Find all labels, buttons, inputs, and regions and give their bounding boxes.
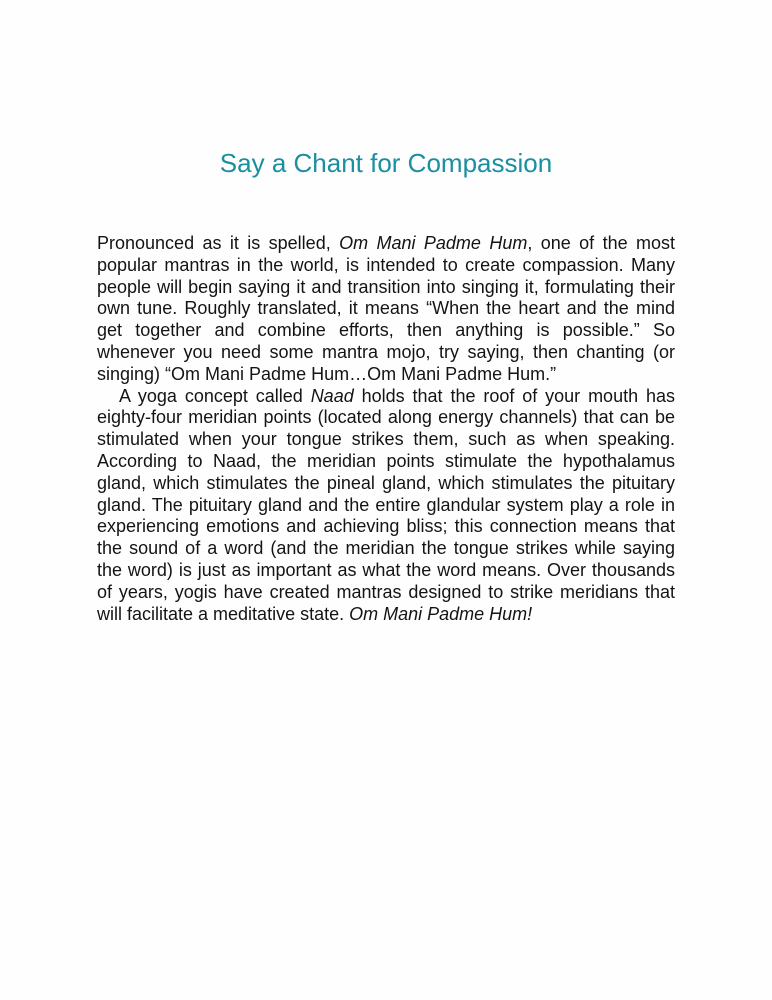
body-text: [97, 233, 675, 625]
paragraph-1-segment-1: Pronounced as it is spelled,: [97, 233, 340, 253]
paragraph-2-segment-3: holds that the roof of your mouth has eighty-four meridian points (located along energy channels) that can be stimulated when your tongue strikes them, such as when speaking. According to Naad, the meridian points stimulate the hypothalamus gland, which stimulates the pineal gland, which stimulates the pituitary gland. The pituitary gland and the entire glandular system play a role in experiencing emotions and achieving bliss; this connection means that the sound of a word (and the meridian the tongue strikes while saying the word) is just as important as what the word means. Over thousands of years, yogis have created mantras designed to strike meridians that will facilitate a meditative state.: [97, 385, 676, 624]
naad-italic: Naad: [310, 385, 354, 406]
paragraph-1-segment-3: , one of the most popular mantras in the world, is intended to create compassion. Many people will begin saying it and transition into singing it, formulating their own tune. Roughly translated, it means “When the heart and the mind get together and combine efforts, then anything is possible.” So whenever you need some mantra mojo, try saying, then chanting (or singing) “Om Mani Padme Hum…Om Mani Padme Hum.”: [97, 233, 675, 384]
page-title: Say a Chant for Compassion: [219, 148, 553, 178]
mantra-name-italic: Om Mani Padme Hum: [339, 233, 528, 253]
paragraph-1: [97, 233, 675, 386]
paragraph-2-segment-1: A yoga concept called: [119, 385, 311, 406]
closing-mantra-italic: Om Mani Padme Hum!: [349, 603, 533, 624]
paragraph-2: [97, 386, 675, 626]
